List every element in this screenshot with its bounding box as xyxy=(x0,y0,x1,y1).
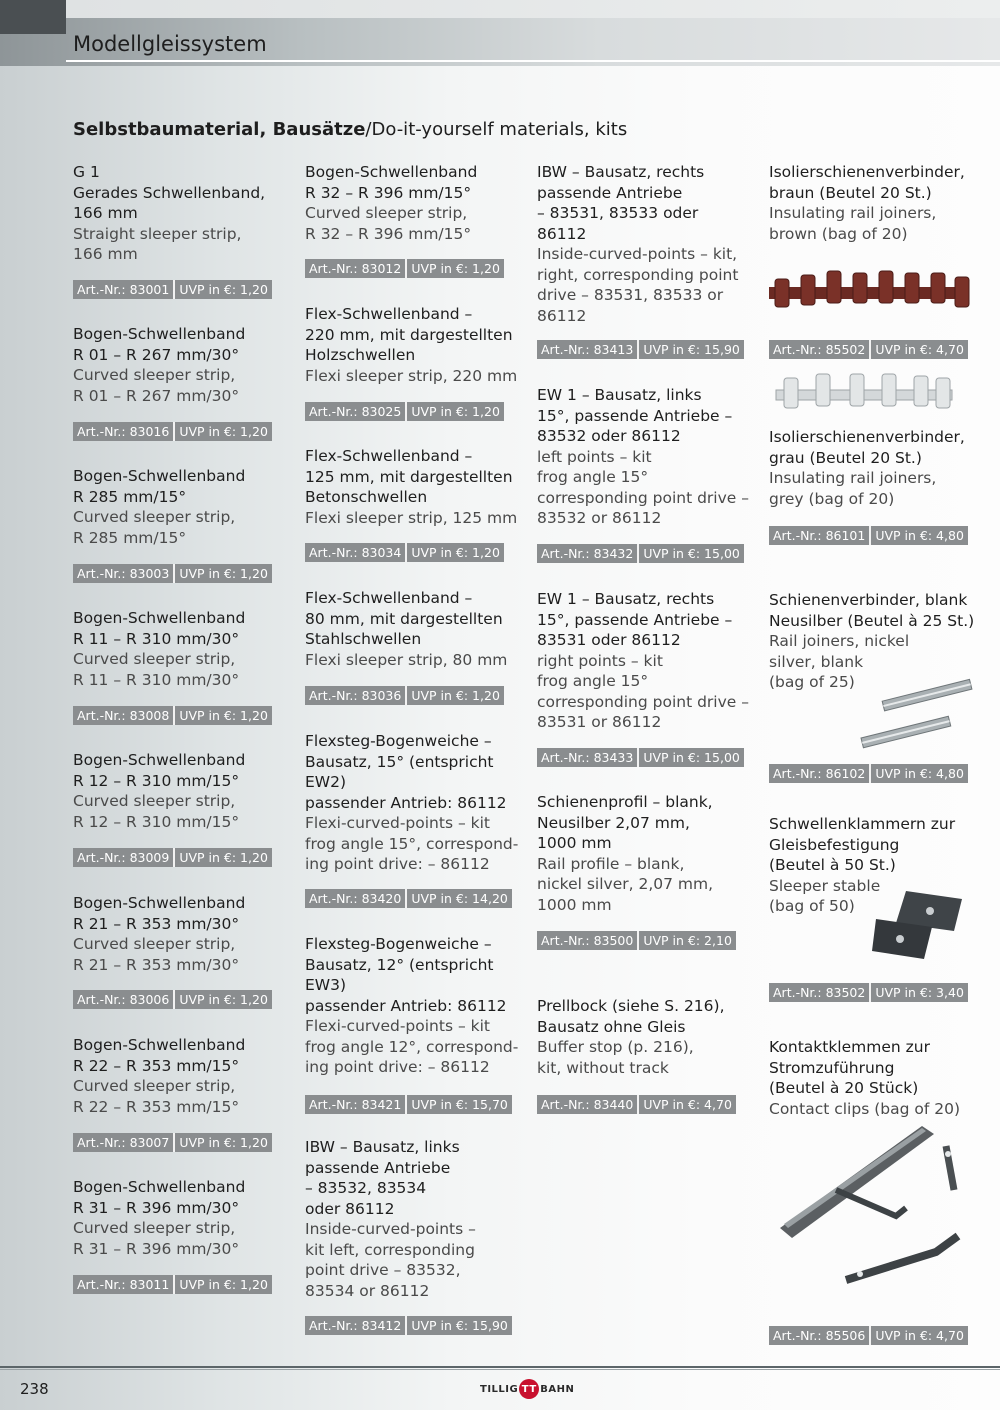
product-translation-line: Rail profile – blank, xyxy=(537,854,685,873)
product-name-line: Bogen-Schwellenband xyxy=(73,1036,246,1054)
retail-price: UVP in €: 1,20 xyxy=(407,543,504,562)
product-name-line: Betonschwellen xyxy=(305,488,428,506)
product-translation-line: left points – kit xyxy=(537,447,652,466)
product-translation-line: grey (bag of 20) xyxy=(769,489,895,508)
article-number: Art.-Nr.: 86101 xyxy=(769,526,871,545)
product-name-line: passender Antrieb: 86112 xyxy=(305,793,507,812)
product-name-line: passende Antriebe xyxy=(305,1158,451,1177)
price-badge xyxy=(73,422,272,441)
product-name-line: (Beutel à 20 Stück) xyxy=(769,1079,919,1097)
product-name-line: Bausatz, 15° (entspricht xyxy=(305,752,494,771)
product-name-line: 86112 xyxy=(537,224,587,243)
product-name-line: Kontaktklemmen zur xyxy=(769,1038,930,1056)
article-number: Art.-Nr.: 83007 xyxy=(73,1133,175,1152)
article-number: Art.-Nr.: 83432 xyxy=(537,544,639,563)
retail-price: UVP in €: 4,70 xyxy=(871,1326,968,1345)
product-translation-line: (bag of 25) xyxy=(769,673,855,691)
product-name-line: G 1 xyxy=(73,163,100,181)
product-translation-line: Inside-curved-points – kit, xyxy=(537,245,738,263)
product-name-line: Flexsteg-Bogenweiche – xyxy=(305,935,492,953)
product-translation-line: Curved sleeper strip, xyxy=(73,1077,236,1095)
article-number: Art.-Nr.: 83001 xyxy=(73,280,175,299)
article-number: Art.-Nr.: 83500 xyxy=(537,931,639,950)
product-translation-line: R 12 – R 310 mm/15° xyxy=(73,812,240,831)
price-badge xyxy=(769,764,968,783)
retail-price: UVP in €: 15,00 xyxy=(639,748,744,767)
logo-left-text: TILLIG xyxy=(480,1383,519,1395)
product-name-line: 166 mm xyxy=(73,204,138,222)
retail-price: UVP in €: 4,70 xyxy=(639,1095,736,1114)
product-entry xyxy=(73,466,293,548)
article-number: Art.-Nr.: 83034 xyxy=(305,543,407,562)
product-translation-line: drive – 83531, 83533 or xyxy=(537,286,724,304)
product-name-line: EW3) xyxy=(305,976,347,994)
product-entry xyxy=(537,385,757,529)
product-name-line: Bausatz, 12° (entspricht xyxy=(305,955,494,974)
product-name-line: Bogen-Schwellenband xyxy=(73,325,246,343)
product-name-line: Bausatz ohne Gleis xyxy=(537,1017,686,1036)
article-number: Art.-Nr.: 83421 xyxy=(305,1095,407,1114)
product-name-line: R 21 – R 353 mm/30° xyxy=(73,914,240,933)
product-name-line: Stromzuführung xyxy=(769,1058,895,1077)
product-name-line: oder 86112 xyxy=(305,1199,395,1218)
product-entry xyxy=(305,446,525,528)
product-name-line: R 12 – R 310 mm/15° xyxy=(73,771,240,790)
product-name-line: Flex-Schwellenband – xyxy=(305,447,473,465)
article-number: Art.-Nr.: 83012 xyxy=(305,259,407,278)
product-translation-line: frog angle 15° xyxy=(537,468,649,486)
product-translation-line: kit, without track xyxy=(537,1058,669,1077)
product-translation-line: ing point drive: – 86112 xyxy=(305,1058,490,1076)
retail-price: UVP in €: 1,20 xyxy=(175,706,272,725)
product-translation-line: frog angle 15°, correspond- xyxy=(305,834,519,853)
product-translation-line: Rail joiners, nickel xyxy=(769,632,910,650)
retail-price: UVP in €: 1,20 xyxy=(175,1133,272,1152)
product-name-line: EW 1 – Bausatz, rechts xyxy=(537,590,715,608)
product-translation-line: R 21 – R 353 mm/30° xyxy=(73,955,240,974)
article-number: Art.-Nr.: 86102 xyxy=(769,764,871,783)
product-entry xyxy=(537,162,757,326)
price-badge xyxy=(305,1095,512,1114)
product-translation-line: Buffer stop (p. 216), xyxy=(537,1038,694,1056)
product-name-line: Flex-Schwellenband – xyxy=(305,305,473,323)
product-name-line: 15°, passende Antriebe – xyxy=(537,610,733,629)
retail-price: UVP in €: 1,20 xyxy=(175,848,272,867)
product-translation-line: Straight sleeper strip, xyxy=(73,224,242,243)
product-translation-line: Flexi-curved-points – kit xyxy=(305,1017,490,1035)
price-badge xyxy=(73,990,272,1009)
product-translation-line: Curved sleeper strip, xyxy=(73,935,236,953)
product-translation-line: R 11 – R 310 mm/30° xyxy=(73,670,240,689)
price-badge xyxy=(73,564,272,583)
price-badge xyxy=(305,686,504,705)
retail-price: UVP in €: 1,20 xyxy=(175,422,272,441)
product-entry xyxy=(769,427,989,509)
product-translation-line: Flexi sleeper strip, 80 mm xyxy=(305,650,508,669)
product-entry xyxy=(537,589,757,733)
product-translation-line: 83534 or 86112 xyxy=(305,1281,430,1300)
product-name-line: 83531 oder 86112 xyxy=(537,631,681,649)
product-translation-line: Curved sleeper strip, xyxy=(73,792,236,810)
price-badge xyxy=(73,1133,272,1152)
product-translation-line: 83531 or 86112 xyxy=(537,713,662,731)
product-translation-line: Flexi-curved-points – kit xyxy=(305,814,490,832)
header-dark-block xyxy=(0,0,66,34)
product-name-line: passende Antriebe xyxy=(537,183,683,202)
product-translation-line: Curved sleeper strip, xyxy=(73,366,236,384)
retail-price: UVP in €: 15,90 xyxy=(407,1316,512,1335)
article-number: Art.-Nr.: 83440 xyxy=(537,1095,639,1114)
product-name-line: Isolierschienenverbinder, xyxy=(769,428,965,446)
price-badge xyxy=(305,889,512,908)
product-translation-line: R 31 – R 396 mm/30° xyxy=(73,1239,240,1258)
product-entry xyxy=(537,792,757,915)
footer-rule xyxy=(0,1366,1000,1368)
retail-price: UVP in €: 1,20 xyxy=(175,564,272,583)
product-name-line: braun (Beutel 20 St.) xyxy=(769,183,932,202)
product-name-line: Isolierschienenverbinder, xyxy=(769,163,965,181)
product-name-line: – 83531, 83533 oder xyxy=(537,204,699,222)
product-translation-line: 1000 mm xyxy=(537,895,612,914)
product-name-line: Bogen-Schwellenband xyxy=(73,609,246,627)
product-entry xyxy=(537,996,757,1078)
product-entry xyxy=(73,1035,293,1117)
price-badge xyxy=(769,340,968,359)
subtitle-separator: / xyxy=(365,119,372,140)
product-entry xyxy=(305,304,525,386)
article-number: Art.-Nr.: 83036 xyxy=(305,686,407,705)
brand-logo xyxy=(480,1378,574,1400)
page-subtitle xyxy=(73,119,627,140)
product-translation-line: 83532 or 86112 xyxy=(537,509,662,527)
product-translation-line: (bag of 50) xyxy=(769,897,855,915)
product-entry xyxy=(305,1137,525,1301)
product-translation-line: Flexi sleeper strip, 220 mm xyxy=(305,366,518,385)
price-badge xyxy=(537,748,744,767)
product-translation-line: R 285 mm/15° xyxy=(73,528,187,547)
product-name-line: (Beutel à 50 St.) xyxy=(769,856,896,874)
product-translation-line: Flexi sleeper strip, 125 mm xyxy=(305,508,518,527)
price-badge xyxy=(769,1326,968,1345)
product-translation-line: silver, blank xyxy=(769,652,864,671)
price-badge xyxy=(305,1316,512,1335)
product-entry xyxy=(73,1177,293,1259)
product-translation-line: R 22 – R 353 mm/15° xyxy=(73,1097,240,1116)
product-name-line: EW2) xyxy=(305,773,347,791)
product-name-line: 125 mm, mit dargestellten xyxy=(305,467,513,486)
product-name-line: Schienenprofil – blank, xyxy=(537,793,713,811)
retail-price: UVP in €: 14,20 xyxy=(407,889,512,908)
product-name-line: IBW – Bausatz, links xyxy=(305,1138,460,1156)
article-number: Art.-Nr.: 83009 xyxy=(73,848,175,867)
product-translation-line: Inside-curved-points – xyxy=(305,1220,476,1238)
retail-price: UVP in €: 2,10 xyxy=(639,931,736,950)
sleeper-clips-image xyxy=(870,885,970,965)
product-name-line: Flex-Schwellenband – xyxy=(305,589,473,607)
subtitle-de: Selbstbaumaterial, Bausätze xyxy=(73,119,366,140)
grey-rail-joiners-image xyxy=(770,368,960,416)
retail-price: UVP in €: 15,70 xyxy=(407,1095,512,1114)
article-number: Art.-Nr.: 83025 xyxy=(305,402,407,421)
article-number: Art.-Nr.: 83003 xyxy=(73,564,175,583)
product-translation-line: 86112 xyxy=(537,306,587,325)
product-name-line: Stahlschwellen xyxy=(305,630,422,648)
price-badge xyxy=(73,1275,272,1294)
product-name-line: R 285 mm/15° xyxy=(73,487,187,506)
product-name-line: Neusilber 2,07 mm, xyxy=(537,813,690,832)
article-number: Art.-Nr.: 83420 xyxy=(305,889,407,908)
product-translation-line: Curved sleeper strip, xyxy=(73,508,236,526)
product-translation-line: right, corresponding point xyxy=(537,265,739,284)
product-translation-line: Curved sleeper strip, xyxy=(305,204,468,222)
product-name-line: R 32 – R 396 mm/15° xyxy=(305,183,472,202)
product-entry xyxy=(305,934,525,1078)
price-badge xyxy=(537,931,736,950)
product-translation-line: corresponding point drive – xyxy=(537,488,749,507)
product-translation-line: Curved sleeper strip, xyxy=(73,650,236,668)
product-name-line: Bogen-Schwellenband xyxy=(73,894,246,912)
footer-rule-thin xyxy=(0,1369,1000,1370)
price-badge xyxy=(73,706,272,725)
product-name-line: Bogen-Schwellenband xyxy=(73,467,246,485)
article-number: Art.-Nr.: 83008 xyxy=(73,706,175,725)
page-number: 238 xyxy=(20,1380,49,1398)
product-entry xyxy=(305,162,525,244)
price-badge xyxy=(305,402,504,421)
product-name-line: 15°, passende Antriebe – xyxy=(537,406,733,425)
price-badge xyxy=(537,340,744,359)
product-translation-line: point drive – 83532, xyxy=(305,1261,461,1279)
retail-price: UVP in €: 15,00 xyxy=(639,544,744,563)
article-number: Art.-Nr.: 83016 xyxy=(73,422,175,441)
article-number: Art.-Nr.: 85506 xyxy=(769,1326,871,1345)
product-name-line: grau (Beutel 20 St.) xyxy=(769,448,922,467)
retail-price: UVP in €: 3,40 xyxy=(871,983,968,1002)
product-name-line: Bogen-Schwellenband xyxy=(73,751,246,769)
product-name-line: Neusilber (Beutel à 25 St.) xyxy=(769,611,975,630)
retail-price: UVP in €: 1,20 xyxy=(407,686,504,705)
contact-clips-image xyxy=(776,1120,981,1295)
product-name-line: R 01 – R 267 mm/30° xyxy=(73,345,240,364)
product-name-line: R 22 – R 353 mm/15° xyxy=(73,1056,240,1075)
product-name-line: 83532 oder 86112 xyxy=(537,427,681,445)
product-entry xyxy=(305,588,525,670)
product-entry xyxy=(305,731,525,875)
price-badge xyxy=(769,983,968,1002)
product-name-line: – 83532, 83534 xyxy=(305,1179,427,1197)
product-name-line: R 11 – R 310 mm/30° xyxy=(73,629,240,648)
product-translation-line: Insulating rail joiners, xyxy=(769,204,937,222)
product-name-line: EW 1 – Bausatz, links xyxy=(537,386,702,404)
price-badge xyxy=(73,280,272,299)
price-badge xyxy=(537,1095,736,1114)
product-translation-line: R 32 – R 396 mm/15° xyxy=(305,224,472,243)
product-translation-line: ing point drive: – 86112 xyxy=(305,855,490,873)
product-name-line: Schienenverbinder, blank xyxy=(769,591,968,609)
product-translation-line: nickel silver, 2,07 mm, xyxy=(537,875,714,893)
price-badge xyxy=(305,543,504,562)
retail-price: UVP in €: 4,80 xyxy=(871,764,968,783)
subtitle-en: Do-it-yourself materials, kits xyxy=(371,119,628,140)
product-entry xyxy=(73,608,293,690)
product-name-line: Bogen-Schwellenband xyxy=(73,1178,246,1196)
product-entry xyxy=(73,750,293,832)
article-number: Art.-Nr.: 83412 xyxy=(305,1316,407,1335)
product-translation-line: frog angle 15° xyxy=(537,672,649,690)
product-translation-line: corresponding point drive – xyxy=(537,692,749,711)
logo-mark: TT xyxy=(519,1379,539,1399)
retail-price: UVP in €: 1,20 xyxy=(175,990,272,1009)
product-entry xyxy=(769,162,989,244)
section-title: Modellgleissystem xyxy=(73,32,267,56)
product-name-line: Bogen-Schwellenband xyxy=(305,163,478,181)
product-translation-line: frog angle 12°, correspond- xyxy=(305,1037,519,1056)
product-name-line: Prellbock (siehe S. 216), xyxy=(537,997,725,1015)
article-number: Art.-Nr.: 85502 xyxy=(769,340,871,359)
logo-right-text: BAHN xyxy=(540,1383,575,1395)
product-name-line: R 31 – R 396 mm/30° xyxy=(73,1198,240,1217)
product-translation-line: Sleeper stable xyxy=(769,876,881,895)
retail-price: UVP in €: 4,80 xyxy=(871,526,968,545)
article-number: Art.-Nr.: 83011 xyxy=(73,1275,175,1294)
product-entry xyxy=(769,1037,989,1119)
retail-price: UVP in €: 1,20 xyxy=(407,402,504,421)
product-translation-line: Insulating rail joiners, xyxy=(769,469,937,487)
retail-price: UVP in €: 1,20 xyxy=(407,259,504,278)
product-name-line: passender Antrieb: 86112 xyxy=(305,996,507,1015)
price-badge xyxy=(537,544,744,563)
product-translation-line: kit left, corresponding xyxy=(305,1240,475,1259)
header-rule xyxy=(66,60,1000,62)
retail-price: UVP in €: 4,70 xyxy=(871,340,968,359)
product-name-line: Gerades Schwellenband, xyxy=(73,183,266,202)
retail-price: UVP in €: 1,20 xyxy=(175,1275,272,1294)
product-name-line: Flexsteg-Bogenweiche – xyxy=(305,732,492,750)
retail-price: UVP in €: 15,90 xyxy=(639,340,744,359)
article-number: Art.-Nr.: 83502 xyxy=(769,983,871,1002)
retail-price: UVP in €: 1,20 xyxy=(175,280,272,299)
product-entry xyxy=(73,893,293,975)
product-translation-line: R 01 – R 267 mm/30° xyxy=(73,386,240,405)
product-name-line: IBW – Bausatz, rechts xyxy=(537,163,705,181)
article-number: Art.-Nr.: 83433 xyxy=(537,748,639,767)
price-badge xyxy=(73,848,272,867)
product-name-line: 1000 mm xyxy=(537,834,612,852)
price-badge xyxy=(769,526,968,545)
product-name-line: Holzschwellen xyxy=(305,346,416,364)
product-translation-line: right points – kit xyxy=(537,651,663,670)
product-name-line: 80 mm, mit dargestellten xyxy=(305,609,503,628)
product-entry xyxy=(73,324,293,406)
product-name-line: 220 mm, mit dargestellten xyxy=(305,325,513,344)
product-name-line: Gleisbefestigung xyxy=(769,835,900,854)
product-translation-line: 166 mm xyxy=(73,245,138,263)
header-light-strip xyxy=(66,0,1000,18)
product-entry xyxy=(73,162,293,265)
product-translation-line: brown (bag of 20) xyxy=(769,224,908,243)
article-number: Art.-Nr.: 83413 xyxy=(537,340,639,359)
brown-rail-joiners-image xyxy=(765,265,975,315)
product-name-line: Schwellenklammern zur xyxy=(769,815,956,833)
nickel-rail-joiners-image xyxy=(855,670,985,755)
article-number: Art.-Nr.: 83006 xyxy=(73,990,175,1009)
product-translation-line: Contact clips (bag of 20) xyxy=(769,1099,960,1118)
product-translation-line: Curved sleeper strip, xyxy=(73,1219,236,1237)
price-badge xyxy=(305,259,504,278)
